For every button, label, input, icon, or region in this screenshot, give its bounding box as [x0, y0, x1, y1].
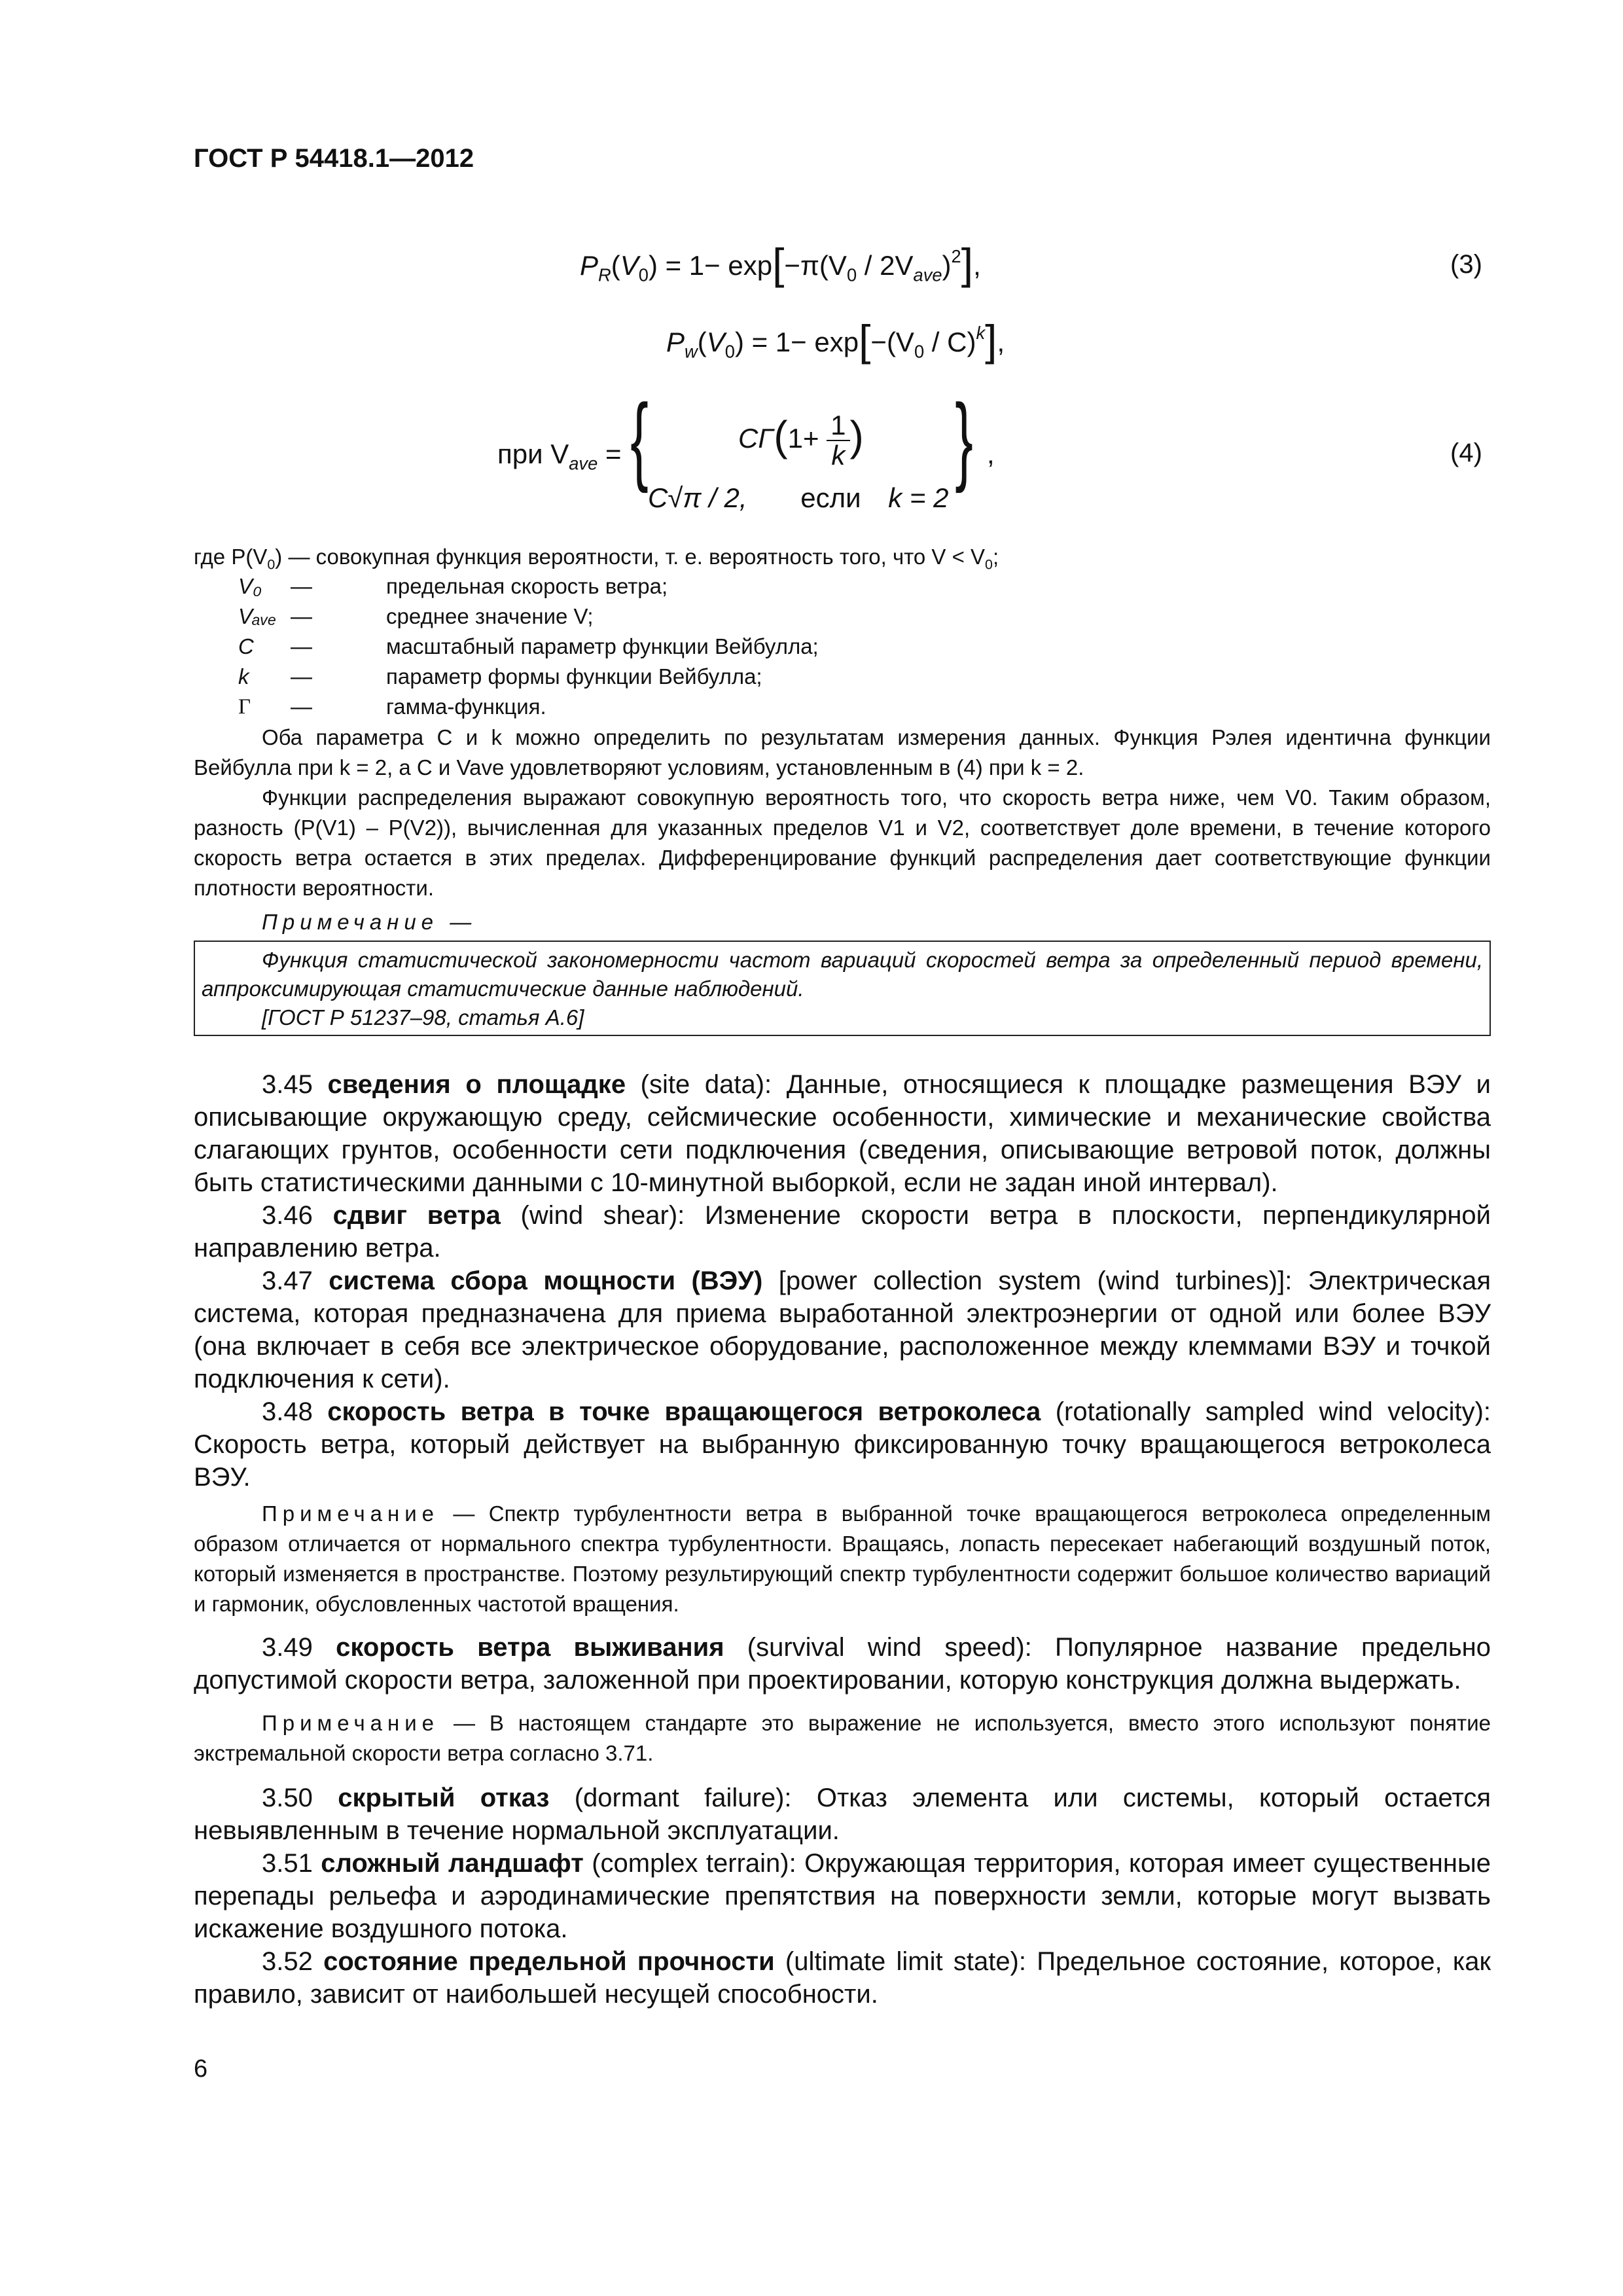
note-label: Примечание —	[262, 910, 477, 934]
term-3-47: 3.47 система сбора мощности (ВЭУ) [power collection system (wind turbines)]: Электрическая система, которая предназначена для приема выработанной электроэнергии от одной или более ВЭУ (она включает в себя все электрическое оборудование, расположенное между клеммами ВЭУ и точкой подключения к сети).	[194, 1266, 1491, 1393]
left-brace: {	[630, 384, 649, 493]
note-rotational-sampling: Примечание — Спектр турбулентности ветра в выбранной точке вращающегося ветроколеса определенным образом отличается от нормального спектра турбулентности. Вращаясь, лопасть пересекает набегающий воздушный поток, который изменяется в пространстве. Поэтому результирующий спектр турбулентности содержит большое количество вариаций и гармоник, обусловленных частотой вращения.	[194, 1501, 1491, 1616]
document-header: ГОСТ Р 54418.1—2012	[194, 144, 474, 173]
equation-4-comma: ,	[987, 439, 995, 469]
note-survival-speed: Примечание — В настоящем стандарте это выражение не используется, вместо этого используют понятие экстремальной скорости ветра согласно 3.71.	[194, 1711, 1491, 1765]
term-3-50: 3.50 скрытый отказ (dormant failure): Отказ элемента или системы, который остается невыявленным в течение нормальной эксплуатации.	[194, 1784, 1491, 1845]
note-box-text: Функция статистической закономерности частот вариаций скоростей ветра за определенный период времени, аппроксимирующая статистические данные наблюдений.	[202, 948, 1483, 1001]
term-3-51: 3.51 сложный ландшафт (complex terrain): Окружающая территория, которая имеет существенные перепады рельефа и аэродинамические препятствия на поверхности земли, которые могут вызвать искажение воздушного потока.	[194, 1849, 1491, 1943]
term-3-52: 3.52 состояние предельной прочности (ultimate limit state): Предельное состояние, которое, как правило, зависит от наибольшей несущей способности.	[194, 1947, 1491, 2009]
equation-vave-lhs: при $V_{ave}$ =	[497, 439, 622, 474]
equation-pr: $P_R(V_0) = 1- \exp[-\pi(V_0 / 2V_{ave})^2]$,	[580, 240, 981, 288]
equation-3-number: (3)	[1450, 250, 1482, 279]
equation-4-number: (4)	[1450, 439, 1482, 467]
equation-case-2: C√π / 2, если k = 2	[648, 482, 949, 513]
right-brace: }	[955, 384, 973, 493]
term-3-48: 3.48 скорость ветра в точке вращающегося ветроколеса (rotationally sampled wind velocity): Скорость ветра, который действует на выбранную фиксированную точку вращающегося ветроколеса ВЭУ.	[194, 1397, 1491, 1492]
note-box-reference: [ГОСТ Р 51237–98, статья А.6]	[262, 1005, 584, 1030]
equation-case-1: CΓ(1+ $\frac{1}{k}$ )	[738, 410, 864, 471]
note-box	[194, 941, 1491, 1036]
paragraph-distribution-functions: Функции распределения выражают совокупную вероятность того, что скорость ветра ниже, чем V0. Таким образом, разность (P(V1) – P(V2)), вычисленная для указанных пределов V1 и V2, соответствует доле времени, в течение которого скорость ветра остается в этих пределах. Дифференцирование функций распределения дает соответствующие функции плотности вероятности.	[194, 785, 1491, 900]
where-intro: где $P(V_0)$ — совокупная функция вероятности, т. е. вероятность того, что $V < V_0$;	[194, 545, 999, 573]
paragraph-weibull-parameters: Оба параметра C и k можно определить по результатам измерения данных. Функция Рэлея идентична функции Вейбулла при k = 2, а C и Vave удовлетворяют условиям, установленным в (4) при k = 2.	[194, 725, 1491, 780]
term-3-45: 3.45 сведения о площадке (site data): Данные, относящиеся к площадке размещения ВЭУ и описывающие окружающую среду, сейсмические особенности, химические и механические свойства слагающих грунтов, особенности сети подключения (сведения, описывающие ветровой поток, должны быть статистическими данными с 10-минутной выборкой, если не задан иной интервал).	[194, 1070, 1491, 1197]
term-3-46: 3.46 сдвиг ветра (wind shear): Изменение скорости ветра в плоскости, перпендикулярной направлению ветра.	[194, 1201, 1491, 1263]
term-3-49: 3.49 скорость ветра выживания (survival wind speed): Популярное название предельно допустимой скорости ветра, заложенной при проектировании, которую конструкция должна выдержать.	[194, 1633, 1491, 1695]
definitions-list: V₀ — предельная скорость ветра; Vₐᵥₑ — среднее значение V; C — масштабный параметр функции Вейбулла; k — параметр формы функции Вейбулла; Γ — гамма-функция.	[238, 574, 819, 719]
equation-pw: $P_w(V_0) = 1- \exp[-(V_0 / C)^k]$,	[666, 316, 1005, 365]
page-number: 6	[194, 2055, 208, 2083]
